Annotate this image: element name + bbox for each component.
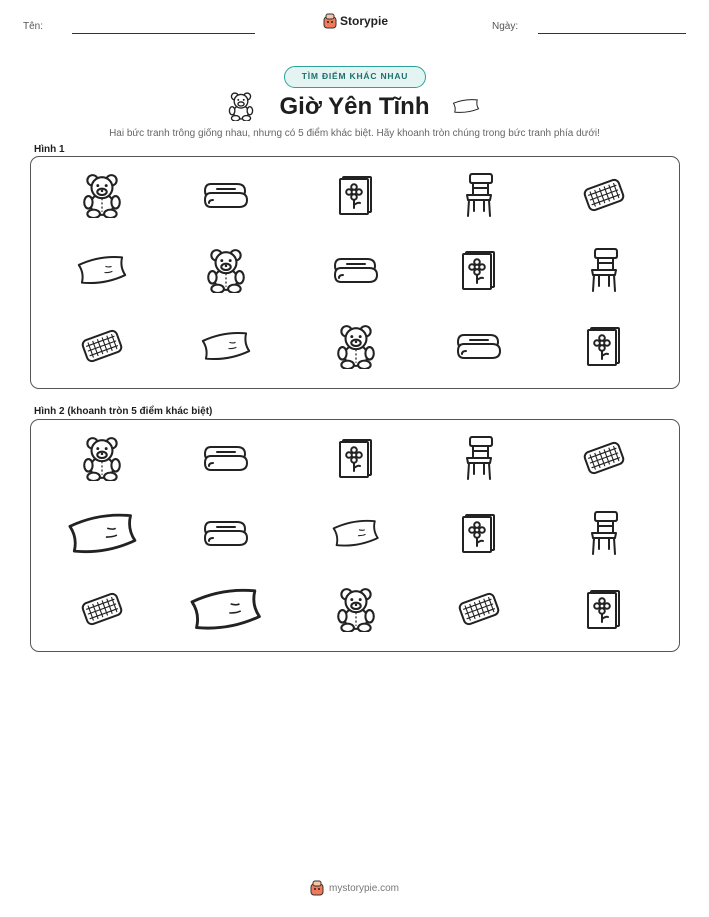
folded-blanket-icon[interactable] <box>203 443 249 473</box>
storypie-mascot-icon <box>323 13 337 29</box>
waffle-mat-icon[interactable] <box>78 329 126 363</box>
name-field[interactable] <box>72 33 255 34</box>
footer <box>0 880 709 896</box>
teddy-bear-icon[interactable] <box>81 435 123 481</box>
waffle-mat-icon[interactable] <box>580 178 628 212</box>
waffle-mat-icon[interactable] <box>455 592 503 626</box>
pillow-icon[interactable] <box>66 511 139 556</box>
instructions: Hai bức tranh trông giống nhau, nhưng có 5 điểm khác biệt. Hãy khoanh tròn chúng trong bức tranh phía dưới! <box>109 128 600 139</box>
pillow-icon[interactable] <box>188 586 263 632</box>
chair-icon[interactable] <box>588 509 620 557</box>
name-label: Tên: <box>23 21 44 32</box>
teddy-bear-icon[interactable] <box>205 247 247 293</box>
date-field[interactable] <box>538 33 686 34</box>
picture-book-icon[interactable] <box>337 174 375 216</box>
folded-blanket-icon[interactable] <box>203 180 249 210</box>
picture-book-icon[interactable] <box>585 588 623 630</box>
title-pillow-icon <box>451 96 481 121</box>
chair-icon[interactable] <box>463 434 495 482</box>
waffle-mat-icon[interactable] <box>580 441 628 475</box>
picture-2-panel[interactable] <box>30 419 680 652</box>
date-label: Ngày: <box>492 21 519 32</box>
picture-1-panel[interactable] <box>30 156 680 389</box>
teddy-bear-icon[interactable] <box>81 172 123 218</box>
brand-name: Storypie <box>340 14 389 28</box>
brand-logo <box>323 13 388 29</box>
storypie-mascot-icon <box>310 880 324 896</box>
picture-book-icon[interactable] <box>460 249 498 291</box>
picture-2-label: Hình 2 (khoanh tròn 5 điểm khác biệt) <box>34 406 213 417</box>
folded-blanket-icon[interactable] <box>456 331 502 361</box>
folded-blanket-icon[interactable] <box>333 255 379 285</box>
pillow-icon[interactable] <box>200 330 252 362</box>
picture-book-icon[interactable] <box>337 437 375 479</box>
teddy-bear-icon[interactable] <box>335 323 377 369</box>
picture-1-label: Hình 1 <box>34 144 65 155</box>
pillow-icon[interactable] <box>76 254 128 286</box>
activity-tag: TÌM ĐIỂM KHÁC NHAU <box>284 66 426 88</box>
teddy-bear-icon[interactable] <box>335 586 377 632</box>
folded-blanket-icon[interactable] <box>203 518 249 548</box>
chair-icon[interactable] <box>588 246 620 294</box>
pillow-icon[interactable] <box>331 518 380 548</box>
chair-icon[interactable] <box>463 171 495 219</box>
picture-book-icon[interactable] <box>585 325 623 367</box>
waffle-mat-icon[interactable] <box>78 592 126 626</box>
footer-site: mystorypie.com <box>328 882 399 894</box>
page-title: Giờ Yên Tĩnh <box>279 93 430 120</box>
picture-book-icon[interactable] <box>460 512 498 554</box>
